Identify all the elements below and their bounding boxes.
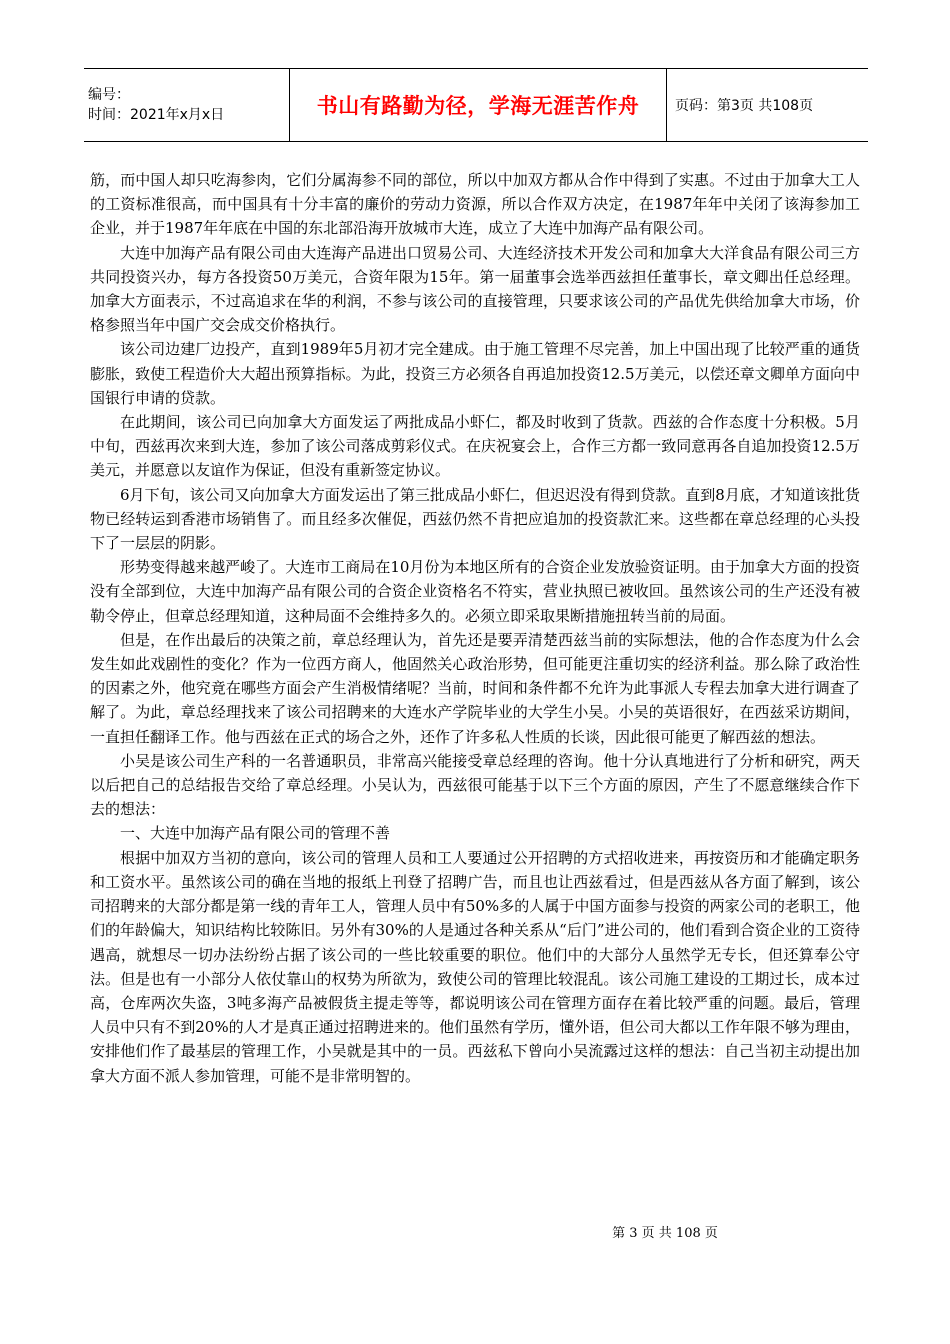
body-paragraph: 筋，而中国人却只吃海参肉，它们分属海参不同的部位，所以中加双方都从合作中得到了实惠。不过由于加拿大工人的工资标准很高，而中国具有十分丰富的廉价的劳动力资源，所以合作双方决定，在1987年年中关闭了该海参加工企业，并于1987年年底在中国的东北部沿海开放城市大连，成立了大连中加海产品有限公司。: [90, 171, 860, 238]
header-page-info: 页码：第3页 共108页: [675, 98, 814, 114]
body-paragraph: 在此期间，该公司已向加拿大方面发运了两批成品小虾仁，都及时收到了货款。西兹的合作态度十分积极。5月中旬，西兹再次来到大连，参加了该公司落成剪彩仪式。在庆祝宴会上，合作三方都一致同意再各自追加投资12.5万美元，并愿意以友谊作为保证，但没有重新签定协议。: [90, 413, 860, 480]
header-meta: [84, 69, 290, 141]
body-paragraph: 大连中加海产品有限公司由大连海产品进出口贸易公司、大连经济技术开发公司和加拿大大洋食品有限公司三方共同投资兴办，每方各投资50万美元，合资年限为15年。第一届董事会选举西兹担任董事长，章文卿出任总经理。加拿大方面表示，不过高追求在华的利润，不参与该公司的直接管理，只要求该公司的产品优先供给加拿大市场，价格参照当年中国广交会成交价格执行。: [90, 243, 860, 335]
document-time-label: 时间：2021年x月x日: [88, 107, 225, 123]
section-heading: 一、大连中加海产品有限公司的管理不善: [120, 824, 391, 843]
page-footer: 第 3 页 共 108 页: [612, 1226, 718, 1241]
document-number-label: 编号：: [88, 87, 130, 103]
body-paragraph: 形势变得越来越严峻了。大连市工商局在10月份为本地区所有的合资企业发放验资证明。由于加拿大方面的投资没有全部到位，大连中加海产品有限公司的合资企业资格名不符实，营业执照已被收回。虽然该公司的生产还没有被勒令停止，但章总经理知道，这种局面不会维持多久的。必须立即采取果断措施扭转当前的局面。: [90, 558, 860, 625]
page-header: [84, 68, 868, 142]
body-paragraph: 6月下旬，该公司又向加拿大方面发运出了第三批成品小虾仁，但迟迟没有得到贷款。直到8月底，才知道该批货物已经转运到香港市场销售了。而且经多次催促，西兹仍然不肯把应追加的投资款汇来。这些都在章总经理的心头投下了一层层的阴影。: [90, 485, 860, 553]
header-motto: 书山有路勤为径，学海无涯苦作舟: [290, 69, 667, 141]
body-paragraph: 但是，在作出最后的决策之前，章总经理认为，首先还是要弄清楚西兹当前的实际想法，他的合作态度为什么会发生如此戏剧性的变化？作为一位西方商人，他固然关心政治形势，但可能更注重切实的经济利益。那么除了政治性的因素之外，他究竟在哪些方面会产生消极情绪呢？当前，时间和条件都不允许为此事派人专程去加拿大进行调查了解了。为此，章总经理找来了该公司招聘来的大连水产学院毕业的大学生小吴。小吴的英语很好，在西兹采访期间，一直担任翻译工作。他与西兹在正式的场合之外，还作了许多私人性质的长谈，因此很可能更了解西兹的想法。: [90, 630, 860, 746]
body-paragraph: 该公司边建厂边投产，直到1989年5月初才完全建成。由于施工管理不尽完善，加上中国出现了比较严重的通货膨胀，致使工程造价大大超出预算指标。为此，投资三方必须各自再追加投资12.5万美元，以偿还章文卿单方面向中国银行申请的贷款。: [90, 340, 860, 407]
body-paragraph: 小吴是该公司生产科的一名普通职员，非常高兴能接受章总经理的咨询。他十分认真地进行了分析和研究，两天以后把自己的总结报告交给了章总经理。小吴认为，西兹很可能基于以下三个方面的原因，产生了不愿意继续合作下去的想法：: [90, 751, 860, 819]
document-body: [90, 168, 860, 1088]
body-paragraph: 根据中加双方当初的意向，该公司的管理人员和工人要通过公开招聘的方式招收进来，再按资历和才能确定职务和工资水平。虽然该公司的确在当地的报纸上刊登了招聘广告，而且也让西兹看过，但是西兹从各方面了解到，该公司招聘来的大部分都是第一线的青年工人，管理人员中有50%多的人属于中国方面参与投资的两家公司的老职工，他们的年龄偏大，知识结构比较陈旧。另外有30%的人是通过各种关系从“后门”进公司的，他们看到合资企业的工资待遇高，就想尽一切办法纷纷占据了该公司的一些比较重要的职位。他们中的大部分人虽然学无专长，但还算奉公守法。但是也有一小部分人依仗靠山的权势为所欲为，致使公司的管理比较混乱。该公司施工建设的工期过长，成本过高，仓库两次失盗，3吨多海产品被假货主提走等等，都说明该公司在管理方面存在着比较严重的问题。最后，管理人员中只有不到20%的人才是真正通过招聘进来的。他们虽然有学历，懂外语，但公司大都以工作年限不够为理由，安排他们作了最基层的管理工作，小吴就是其中的一员。西兹私下曾向小吴流露过这样的想法：自己当初主动提出加拿大方面不派人参加管理，可能不是非常明智的。: [90, 848, 860, 1085]
